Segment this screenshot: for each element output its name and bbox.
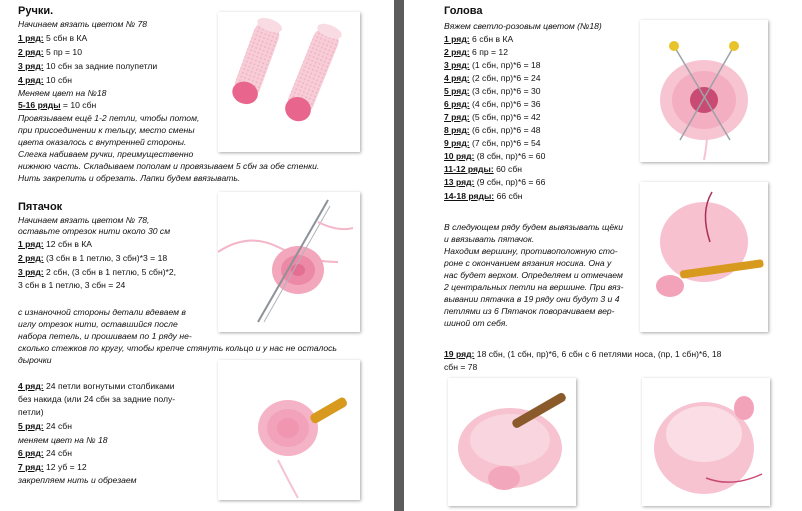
- head-row-13: 13 ряд: (9 сбн, пр)*6 = 66: [444, 177, 546, 187]
- head-hook-illustration: [640, 182, 768, 332]
- photo-handles: [218, 12, 360, 152]
- snout-intro-1: Начинаем вязать цветом № 78,: [18, 215, 150, 225]
- head-row-6: 6 ряд: (4 сбн, пр)*6 = 36: [444, 99, 541, 109]
- photo-snout-hook: [218, 360, 360, 500]
- head-row-8: 8 ряд: (6 сбн, пр)*6 = 48: [444, 125, 541, 135]
- head-row-1: 1 ряд: 6 сбн в КА: [444, 34, 514, 44]
- head-note-5: нас будет верхом. Определяем и отмечаем: [444, 270, 623, 280]
- head-note-3: Находим вершину, противоположную сто-: [444, 246, 618, 256]
- left-page: [0, 0, 394, 511]
- snout-note-5: дырочки: [18, 355, 52, 365]
- handles-note-2: при присоединении к тельцу, место смены: [18, 125, 195, 135]
- handles-note-6: Нить закрепить и обрезать. Лапки будем ввязывать.: [18, 173, 241, 183]
- head-row-4: 4 ряд: (2 сбн, пр)*6 = 24: [444, 73, 541, 83]
- handles-note-5: нижнюю часть. Складываем пополам и провязываем 5 сбн за обе стенки.: [18, 161, 320, 171]
- handles-row-2: 2 ряд: 5 пр = 10: [18, 47, 82, 57]
- right-page: [404, 0, 802, 511]
- snout-row-7: 7 ряд: 12 уб = 12: [18, 462, 87, 472]
- snout-row-3-cont: 3 сбн в 1 петлю, 3 сбн = 24: [18, 280, 126, 290]
- photo-head-open-2: [642, 378, 770, 506]
- handles-note-4: Слегка набиваем ручки, преимущественно: [18, 149, 194, 159]
- photo-snout-needle: [218, 192, 360, 332]
- handles-row-4: 4 ряд: 10 сбн: [18, 75, 72, 85]
- head-note-4: роне с окончанием вязания носика. Она у: [444, 258, 612, 268]
- head-row-10: 10 ряд: (8 сбн, пр)*6 = 60: [444, 151, 546, 161]
- head-row-2: 2 ряд: 6 пр = 12: [444, 47, 508, 57]
- snout-row-4: 4 ряд: 24 петли вогнутыми столбиками: [18, 381, 175, 391]
- handles-note-3: цвета оказалось с внутренней стороны.: [18, 137, 187, 147]
- snout-row-5: 5 ряд: 24 сбн: [18, 421, 72, 431]
- head-intro: Вяжем светло-розовым цветом (№18): [444, 21, 602, 31]
- head-row-7: 7 ряд: (5 сбн, пр)*6 = 42: [444, 112, 541, 122]
- head-row-5: 5 ряд: (3 сбн, пр)*6 = 30: [444, 86, 541, 96]
- handles-title: Ручки.: [18, 5, 54, 17]
- head-row-14-18: 14-18 ряды: 66 сбн: [444, 191, 523, 201]
- head-row-11-12: 11-12 ряды: 60 сбн: [444, 164, 523, 174]
- snout-row-4-cont-2: петли): [18, 407, 44, 417]
- snout-row-1: 1 ряд: 12 сбн в КА: [18, 239, 93, 249]
- head-row-3: 3 ряд: (1 сбн, пр)*6 = 18: [444, 60, 541, 70]
- head-note-2: и ввязывать пятачок.: [444, 234, 535, 244]
- snout-finish: закрепляем нить и обрезаем: [18, 475, 137, 485]
- head-title: Голова: [444, 5, 483, 17]
- snout-row-2: 2 ряд: (3 сбн в 1 петлю, 3 сбн)*3 = 18: [18, 253, 168, 263]
- head-row-9: 9 ряд: (7 сбн, пр)*6 = 54: [444, 138, 541, 148]
- handles-row-1: 1 ряд: 5 сбн в КА: [18, 33, 88, 43]
- head-note-7: вывании пятачка в 19 ряду они будут 3 и 4: [444, 294, 620, 304]
- snout-note-4: сколько стежков по кругу, чтобы крепче стянуть кольцо и у нас не осталось: [18, 343, 337, 353]
- head-note-8: петлями из 6 Пятачок поворачиваем вер-: [444, 306, 615, 316]
- snout-change-color: меняем цвет на № 18: [18, 435, 108, 445]
- snout-row-4-cont-1: без накида (или 24 сбн за задние полу-: [18, 394, 176, 404]
- handles-illustration: [218, 12, 360, 152]
- head-row-19: 19 ряд: 18 сбн, (1 сбн, пр)*6, 6 сбн с 6 петлями носа, (пр, 1 сбн)*6, 18: [444, 349, 722, 359]
- head-row-19-cont: сбн = 78: [444, 362, 478, 372]
- snout-hook-illustration: [218, 360, 360, 500]
- snout-note-1: с изнаночной стороны детали вдеваем в: [18, 307, 186, 317]
- head-note-9: шиной от себя.: [444, 318, 508, 328]
- head-note-1: В следующем ряду будем вывязывать щёки: [444, 222, 623, 232]
- handles-start-color: Начинаем вязать цветом № 78: [18, 19, 148, 29]
- snout-title: Пятачок: [18, 201, 63, 213]
- handles-change-color: Меняем цвет на №18: [18, 88, 107, 98]
- snout-note-2: иглу отрезок нити, оставшийся после: [18, 319, 178, 329]
- snout-needle-illustration: [218, 192, 360, 332]
- snout-row-3: 3 ряд: 2 сбн, (3 сбн в 1 петлю, 5 сбн)*2,: [18, 267, 177, 277]
- handles-row-5-16: 5-16 ряды = 10 сбн: [18, 100, 97, 110]
- head-open-1-illustration: [448, 378, 576, 506]
- handles-row-3: 3 ряд: 10 сбн за задние полупетли: [18, 61, 158, 71]
- photo-head-open-1: [448, 378, 576, 506]
- handles-note-1: Провязываем ещё 1-2 петли, чтобы потом,: [18, 113, 200, 123]
- head-open-2-illustration: [642, 378, 770, 506]
- head-note-6: 2 центральных петли на вершине. При вяз-: [444, 282, 624, 292]
- head-pins-illustration: [640, 20, 768, 162]
- snout-row-6: 6 ряд: 24 сбн: [18, 448, 72, 458]
- snout-note-3: набора петель, и прошиваем по 1 ряду не-: [18, 331, 192, 341]
- snout-intro-2: оставьте отрезок нити около 30 см: [18, 226, 171, 236]
- photo-head-pins: [640, 20, 768, 162]
- photo-head-hook: [640, 182, 768, 332]
